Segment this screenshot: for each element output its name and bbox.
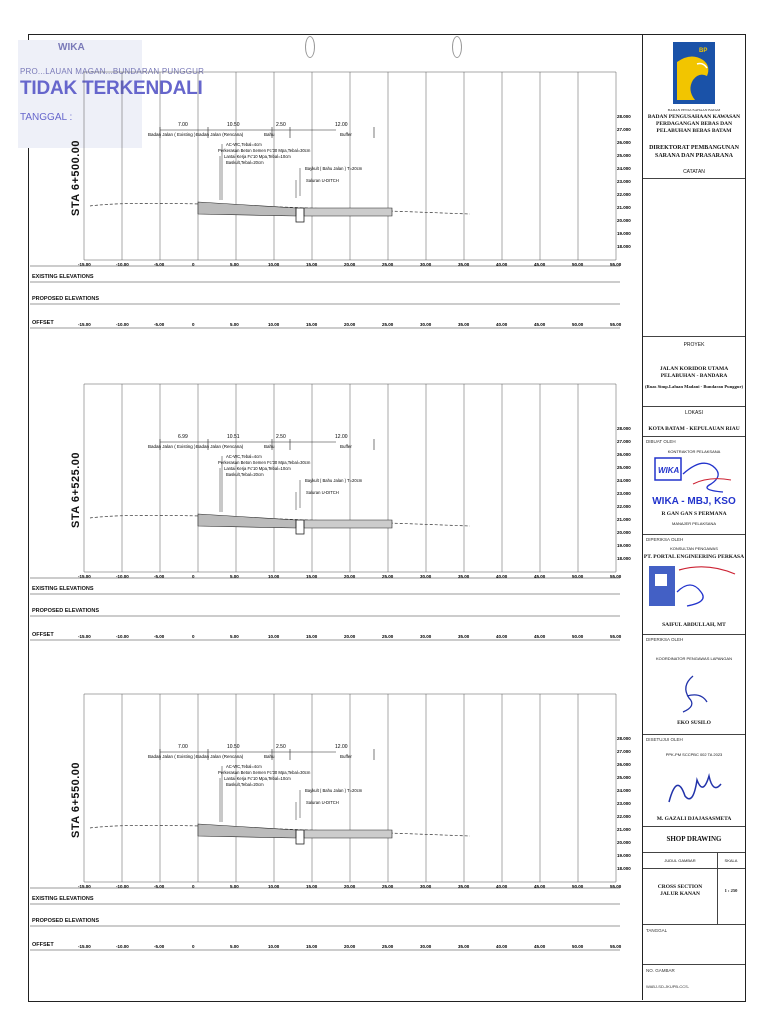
coordinator-cell (643, 634, 745, 735)
elevation-tick-label: 19.000 (617, 231, 631, 236)
coordinator-label: KOORDINATOR PENGAWAS LAPANGAN (656, 656, 732, 661)
axis-offset-label: -5.00 (154, 262, 165, 267)
layer-label: Perkerasan Beton Semen Fc'30 Mpa,Tebal=30cm (218, 770, 311, 775)
pavement-section (198, 514, 296, 528)
elevation-tick-label: 19.000 (617, 853, 631, 858)
consultant-stamp-icon (647, 562, 741, 616)
pavement-section (198, 202, 296, 216)
zone-label: Badan Jalan ( Existing ) (148, 444, 196, 449)
offset-value: 30.00 (420, 322, 432, 327)
offset-value: 45.00 (534, 634, 546, 639)
width-value: 12.00 (335, 744, 348, 750)
width-value: 10.50 (227, 744, 240, 750)
row-label-existing: EXISTING ELEVATIONS (32, 896, 94, 902)
elevation-tick-label: 24.000 (617, 166, 631, 171)
binding-hole (305, 36, 315, 58)
layer-label: Baykult ( Bahu Jalan ) T=20cm (305, 166, 363, 171)
axis-offset-label: 20.00 (344, 262, 356, 267)
authority-name: BADAN PENGUSAHAAN KAWASAN PERDAGANGAN BEBAS DAN PELABUHAN BEBAS BATAM (647, 114, 741, 134)
axis-offset-label: -10.00 (116, 574, 129, 579)
offset-value: 35.00 (458, 634, 470, 639)
elevation-tick-label: 21.000 (617, 827, 631, 832)
axis-offset-label: 20.00 (344, 574, 356, 579)
elevation-tick-label: 25.000 (617, 153, 631, 158)
pavement-section (198, 824, 296, 838)
elevation-tick-label: 23.000 (617, 179, 631, 184)
axis-offset-label: 10.00 (268, 884, 280, 889)
offset-value: -10.00 (116, 322, 129, 327)
offset-value: -10.00 (116, 944, 129, 949)
scale-label: SKALA (724, 858, 738, 863)
offset-value: -5.00 (154, 322, 165, 327)
offset-value: 10.00 (268, 634, 280, 639)
elevation-tick-label: 18.000 (617, 556, 631, 561)
elevation-tick-label: 22.000 (617, 814, 631, 819)
axis-offset-label: 35.00 (458, 884, 470, 889)
elevation-tick-label: 21.000 (617, 205, 631, 210)
layer-label: Lantai Kerja Fc'10 Mpa,Tebal=10cm (224, 466, 291, 471)
offset-value: 15.00 (306, 634, 318, 639)
offset-value: -10.00 (116, 634, 129, 639)
axis-offset-label: -15.00 (78, 262, 91, 267)
offset-value: 5.00 (230, 634, 239, 639)
sheet-number: WABJ-SD-JKUPB-CCS- (646, 984, 690, 989)
project-cell (643, 336, 745, 407)
offset-value: 10.00 (268, 944, 280, 949)
ppk-label: PPK-PM SCCPBC 002 TA 2023 (665, 752, 723, 757)
elevation-tick-label: 18.000 (617, 244, 631, 249)
u-ditch (296, 830, 304, 844)
axis-offset-label: 20.00 (344, 884, 356, 889)
elevation-tick-label: 27.000 (617, 439, 631, 444)
consultant-label: KONSULTAN PENGAWAS (670, 546, 718, 551)
date-label: TANGGAL (646, 928, 668, 933)
axis-offset-label: 55.00 (610, 884, 622, 889)
shoulder-section (304, 520, 392, 528)
row-label-offset: OFFSET (32, 320, 54, 326)
consultant-company: PT. PORTAL ENGINEERING PERKASA (643, 554, 745, 560)
axis-offset-label: 45.00 (534, 262, 546, 267)
axis-offset-label: 15.00 (306, 574, 318, 579)
offset-value: 0 (192, 634, 195, 639)
elevation-tick-label: 27.000 (617, 127, 631, 132)
layer-label: AC-WC,Tebal=4cm (226, 142, 262, 147)
drawing-title: CROSS SECTION JALUR KANAN (657, 884, 703, 897)
axis-offset-label: 15.00 (306, 262, 318, 267)
offset-value: 50.00 (572, 634, 584, 639)
contractor-name-stamp: WIKA - MBJ, KSO (652, 496, 736, 507)
approver-signature-icon (663, 766, 727, 810)
zone-label: Bahu (264, 132, 275, 137)
elevation-tick-label: 24.000 (617, 478, 631, 483)
axis-offset-label: 35.00 (458, 574, 470, 579)
axis-offset-label: -15.00 (78, 574, 91, 579)
axis-offset-label: 55.00 (610, 262, 622, 267)
elevation-tick-label: 21.000 (617, 517, 631, 522)
elevation-tick-label: 19.000 (617, 543, 631, 548)
offset-value: 40.00 (496, 322, 508, 327)
axis-offset-label: 40.00 (496, 262, 508, 267)
width-value: 12.00 (335, 434, 348, 440)
axis-offset-label: 35.00 (458, 262, 470, 267)
axis-offset-label: 10.00 (268, 574, 280, 579)
elevation-tick-label: 28.000 (617, 426, 631, 431)
elevation-tick-label: 28.000 (617, 736, 631, 741)
project-sub: (Ruas Simp.Laluan Madani - Bundaran Punggur) (644, 384, 744, 389)
shoulder-section (304, 830, 392, 838)
layer-label: Saluran U-DITCH (306, 178, 339, 183)
offset-value: 40.00 (496, 944, 508, 949)
layer-label: AC-WC,Tebal=4cm (226, 454, 262, 459)
u-ditch (296, 208, 304, 222)
bp-batam-logo-icon (673, 42, 715, 104)
zone-label: Badan Jalan ( Existing ) (148, 132, 196, 137)
approved-label: DISETUJUI OLEH (646, 737, 683, 742)
zone-label: Bahu (264, 754, 275, 759)
notes-label: CATATAN (683, 169, 705, 175)
contractor-label: KONTRAKTOR PELAKSANA (667, 449, 721, 454)
zone-label: Buffer (340, 754, 352, 759)
station-label: STA 6+550.00 (70, 761, 82, 838)
elevation-tick-label: 20.000 (617, 218, 631, 223)
project-label: PROYEK (683, 342, 705, 348)
coordinator-person: EKO SUSILO (677, 720, 711, 726)
axis-offset-label: 45.00 (534, 884, 546, 889)
layer-label: Baskult,Tebal=20cm (226, 782, 264, 787)
cross-section-drawing (0, 690, 640, 980)
offset-value: 10.00 (268, 322, 280, 327)
notes-cell (643, 178, 745, 337)
checked-by-label: DIPERIKSA OLEH (646, 537, 684, 542)
axis-offset-label: 5.00 (230, 262, 239, 267)
cross-section-drawing (0, 68, 640, 358)
elevation-tick-label: 20.000 (617, 530, 631, 535)
coordinator-signature-icon (673, 672, 713, 716)
svg-text:BP: BP (699, 48, 708, 54)
zone-label: Badan Jalan (Rencana) (196, 132, 244, 137)
approver-cell (643, 734, 745, 827)
u-ditch (296, 520, 304, 534)
elevation-tick-label: 27.000 (617, 749, 631, 754)
offset-value: 40.00 (496, 634, 508, 639)
owner-cell (643, 34, 745, 179)
offset-value: 45.00 (534, 322, 546, 327)
offset-value: 50.00 (572, 944, 584, 949)
sheet-label: NO. GAMBAR (646, 968, 675, 973)
offset-value: 25.00 (382, 944, 394, 949)
axis-offset-label: 15.00 (306, 884, 318, 889)
axis-offset-label: 5.00 (230, 884, 239, 889)
elevation-tick-label: 23.000 (617, 801, 631, 806)
row-label-proposed: PROPOSED ELEVATIONS (32, 296, 100, 302)
elevation-tick-label: 28.000 (617, 114, 631, 119)
offset-value: -15.00 (78, 322, 91, 327)
location-cell (643, 406, 745, 437)
contractor-cell (643, 436, 745, 535)
zone-label: Bahu (264, 444, 275, 449)
made-by-label: DIBUAT OLEH (646, 439, 676, 444)
offset-value: 20.00 (344, 322, 356, 327)
offset-value: 55.00 (610, 322, 622, 327)
axis-offset-label: 0 (192, 262, 195, 267)
stamp-date-label: TANGGAL : (20, 112, 73, 123)
row-label-existing: EXISTING ELEVATIONS (32, 586, 94, 592)
width-value: 2.50 (276, 434, 286, 440)
offset-value: 55.00 (610, 634, 622, 639)
cross-section-drawing (0, 380, 640, 670)
drawing-title-cell (643, 852, 745, 925)
binding-hole (452, 36, 462, 58)
offset-value: 35.00 (458, 322, 470, 327)
elevation-tick-label: 26.000 (617, 762, 631, 767)
stamp-project: PRO...LAUAN MAGAN...BUNDARAN PUNGGUR (20, 67, 205, 76)
layer-label: AC-WC,Tebal=4cm (226, 764, 262, 769)
layer-label: Saluran U-DITCH (306, 490, 339, 495)
directorate: DIREKTORAT PEMBANGUNAN SARANA DAN PRASARANA (649, 145, 739, 159)
width-value: 10.50 (227, 122, 240, 128)
offset-value: -5.00 (154, 944, 165, 949)
project-name: JALAN KORIDOR UTAMA PELABUHAN - BANDARA (659, 366, 729, 379)
axis-offset-label: 25.00 (382, 884, 394, 889)
layer-label: Baykult ( Bahu Jalan ) T=20cm (305, 788, 363, 793)
axis-offset-label: 30.00 (420, 884, 432, 889)
layer-label: Lantai Kerja Fc'10 Mpa,Tebal=10cm (224, 154, 291, 159)
elevation-tick-label: 26.000 (617, 140, 631, 145)
row-label-existing: EXISTING ELEVATIONS (32, 274, 94, 280)
sheet-cell (643, 964, 745, 1000)
offset-value: 20.00 (344, 634, 356, 639)
layer-label: Baykult ( Bahu Jalan ) T=20cm (305, 478, 363, 483)
offset-value: 15.00 (306, 322, 318, 327)
axis-offset-label: -5.00 (154, 574, 165, 579)
layer-label: Perkerasan Beton Semen Fc'30 Mpa,Tebal=30cm (218, 460, 311, 465)
axis-offset-label: 40.00 (496, 884, 508, 889)
axis-offset-label: 25.00 (382, 262, 394, 267)
elevation-tick-label: 24.000 (617, 788, 631, 793)
zone-label: Badan Jalan (Rencana) (196, 754, 244, 759)
offset-value: 15.00 (306, 944, 318, 949)
station-label: STA 6+525.00 (70, 451, 82, 528)
width-value: 7.00 (178, 744, 188, 750)
contractor-role: MANAJER PELAKSANA (671, 521, 716, 526)
elevation-tick-label: 18.000 (617, 866, 631, 871)
title-block (642, 34, 745, 1000)
stamp-logo: WIKA (58, 42, 85, 53)
elevation-tick-label: 22.000 (617, 192, 631, 197)
layer-label: Perkerasan Beton Semen Fc'30 Mpa,Tebal=30cm (218, 148, 311, 153)
axis-offset-label: 25.00 (382, 574, 394, 579)
axis-offset-label: 50.00 (572, 574, 584, 579)
approver-person: M. GAZALI DJAJASASMETA (656, 816, 732, 822)
offset-value: 0 (192, 322, 195, 327)
row-label-proposed: PROPOSED ELEVATIONS (32, 608, 100, 614)
axis-offset-label: 5.00 (230, 574, 239, 579)
row-label-offset: OFFSET (32, 942, 54, 948)
station-label: STA 6+500.00 (70, 139, 82, 216)
offset-value: 25.00 (382, 322, 394, 327)
zone-label: Badan Jalan (Rencana) (196, 444, 244, 449)
offset-value: 30.00 (420, 634, 432, 639)
elevation-tick-label: 23.000 (617, 491, 631, 496)
date-cell (643, 924, 745, 965)
offset-value: 25.00 (382, 634, 394, 639)
drawing-title-label: JUDUL GAMBAR (664, 858, 696, 863)
offset-value: 35.00 (458, 944, 470, 949)
consultant-person: SAIFUL ABDULLAH, MT (662, 622, 726, 628)
axis-offset-label: 50.00 (572, 262, 584, 267)
row-label-proposed: PROPOSED ELEVATIONS (32, 918, 100, 924)
stamp-status: TIDAK TERKENDALI (20, 78, 203, 99)
drawing-type: SHOP DRAWING (666, 835, 722, 843)
axis-offset-label: 0 (192, 574, 195, 579)
layer-label: Baskult,Tebal=20cm (226, 472, 264, 477)
offset-value: 30.00 (420, 944, 432, 949)
offset-value: 45.00 (534, 944, 546, 949)
axis-offset-label: 10.00 (268, 262, 280, 267)
offset-value: 50.00 (572, 322, 584, 327)
axis-offset-label: -15.00 (78, 884, 91, 889)
authority-small: BADAN PENGUSAHAAN BATAM (667, 108, 721, 112)
width-value: 10.51 (227, 434, 240, 440)
offset-value: -15.00 (78, 944, 91, 949)
offset-value: -5.00 (154, 634, 165, 639)
offset-value: 5.00 (230, 944, 239, 949)
axis-offset-label: 55.00 (610, 574, 622, 579)
elevation-tick-label: 26.000 (617, 452, 631, 457)
axis-offset-label: -10.00 (116, 262, 129, 267)
axis-offset-label: -5.00 (154, 884, 165, 889)
elevation-tick-label: 25.000 (617, 465, 631, 470)
checked2-label: DIPERIKSA OLEH (646, 637, 684, 642)
zone-label: Badan Jalan ( Existing ) (148, 754, 196, 759)
width-value: 2.50 (276, 122, 286, 128)
axis-offset-label: -10.00 (116, 884, 129, 889)
layer-label: Saluran U-DITCH (306, 800, 339, 805)
contractor-person: R GAN GAN S PERMANA (661, 511, 727, 517)
width-value: 2.50 (276, 744, 286, 750)
zone-label: Buffer (340, 132, 352, 137)
consultant-cell (643, 534, 745, 635)
offset-value: -15.00 (78, 634, 91, 639)
location-label: LOKASI (684, 410, 704, 416)
axis-offset-label: 40.00 (496, 574, 508, 579)
layer-label: Baskult,Tebal=20cm (226, 160, 264, 165)
offset-value: 5.00 (230, 322, 239, 327)
offset-value: 20.00 (344, 944, 356, 949)
svg-text:WIKA: WIKA (658, 466, 680, 475)
elevation-tick-label: 22.000 (617, 504, 631, 509)
shoulder-section (304, 208, 392, 216)
width-value: 6.99 (178, 434, 188, 440)
width-value: 12.00 (335, 122, 348, 128)
axis-offset-label: 0 (192, 884, 195, 889)
elevation-tick-label: 20.000 (617, 840, 631, 845)
axis-offset-label: 45.00 (534, 574, 546, 579)
offset-value: 55.00 (610, 944, 622, 949)
drawing-type-cell (643, 826, 745, 853)
row-label-offset: OFFSET (32, 632, 54, 638)
axis-offset-label: 30.00 (420, 262, 432, 267)
elevation-tick-label: 25.000 (617, 775, 631, 780)
axis-offset-label: 50.00 (572, 884, 584, 889)
location: KOTA BATAM - KEPULAUAN RIAU (648, 426, 740, 432)
axis-offset-label: 30.00 (420, 574, 432, 579)
offset-value: 0 (192, 944, 195, 949)
scale-value: 1 : 250 (724, 888, 738, 893)
layer-label: Lantai Kerja Fc'10 Mpa,Tebal=10cm (224, 776, 291, 781)
width-value: 7.00 (178, 122, 188, 128)
zone-label: Buffer (340, 444, 352, 449)
